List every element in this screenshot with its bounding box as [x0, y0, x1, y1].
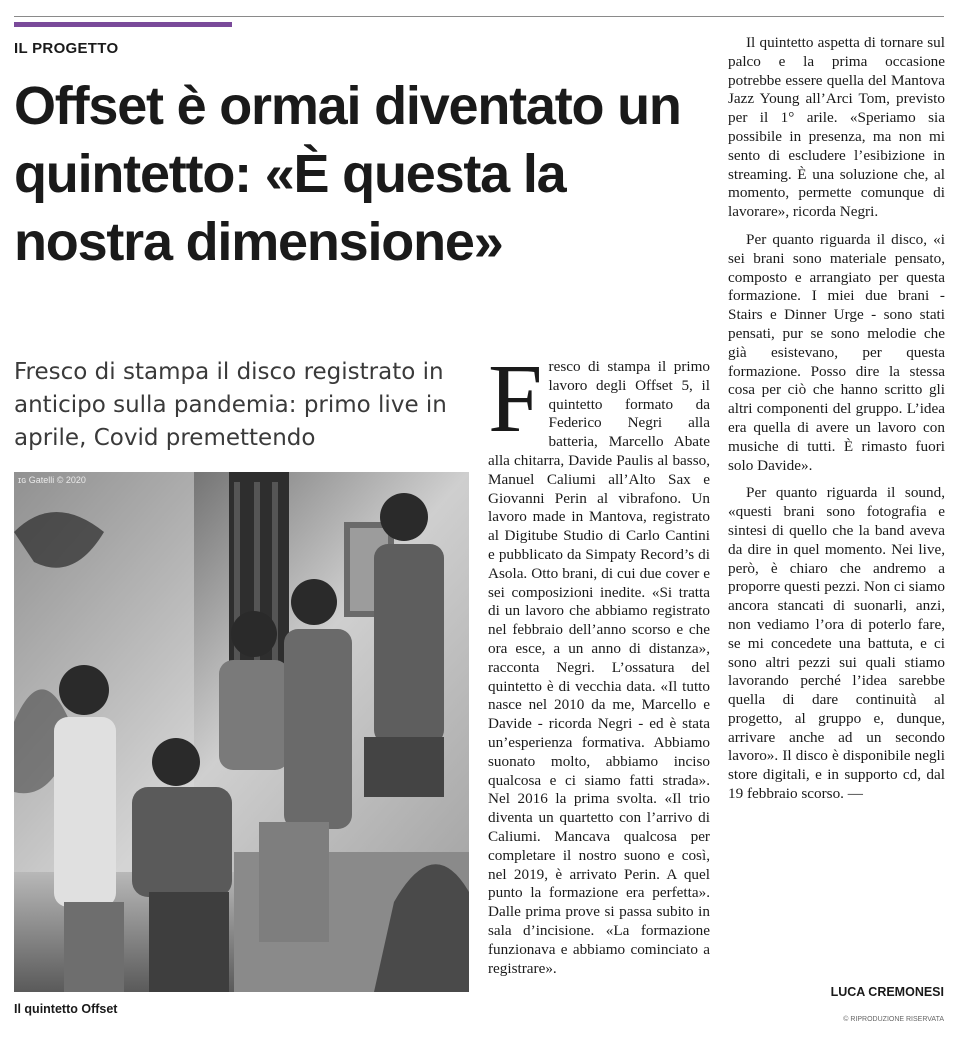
top-rule	[14, 16, 944, 17]
photo-caption: Il quintetto Offset	[14, 1002, 118, 1016]
section-label: IL PROGETTO	[14, 40, 119, 57]
article-column-1	[488, 345, 710, 987]
article-paragraph-3: Per quanto riguarda il disco, «i sei brani sono materiale pensato, composto e arrangiato per questa formazione. I miei due brani - Stairs e Dinner Urge - sono stati pensati, pur se sono melodie che già esistevano, per questa formazione. Posso dire la stessa cosa per ciò che hanno scritto gli altri componenti del gruppo. L’idea era quella di avere un lavoro con musiche di tutti. È rimasto fuori solo Davide».	[728, 230, 945, 474]
copyright-notice: © RIPRODUZIONE RISERVATA	[843, 1016, 944, 1023]
article-paragraph-1-text: resco di stampa il primo lavoro degli Offset 5, il quintetto formato da Federico Negri alla batteria, Marcello Abate alla chitarra, Davide Paulis al basso, Manuel Caliumi all’Alto Sax e Giovanni Perin al vibrafono. Un lavoro made in Mantova, registrato al Digitube Studio di Carlo Cantini e pubblicato da Simpaty Record’s di Asola. Otto brani, di cui due cover e sei composizioni inedite. «Si tratta di un lavoro che abbiamo registrato nel febbraio dell’anno scorso e che ora esce, a un anno di distanza», racconta Negri. L’ossatura del quintetto è di vecchia data. «Il tutto nasce nel 2010 da me, Marcello e Davide - ricorda Negri - ed è stata un’esperienza formativa. Abbiamo suonato molto, abbiamo inciso qualcosa e ci siamo fatti strada». Nel 2016 la prima svolta. «Il trio diventa un quartetto con l’arrivo di Caliumi. Mancava qualcosa per completare il nostro suono e così, nel 2019, è arrivato Perin. A quel punto la formazione era perfetta». Dalle prima prove si passa subito in sala d’incisione. «La formazione funzionava e abbiamo cominciato a registrare».	[488, 358, 710, 977]
band-photo-illustration	[14, 472, 469, 992]
section-accent-bar	[14, 22, 232, 27]
photo-credit: ɪɢ Gatelli © 2020	[18, 475, 86, 485]
article-paragraph-1	[488, 345, 710, 978]
article-paragraph-2: Il quintetto aspetta di tornare sul palco e la prima occasione potrebbe essere quella del Mantova Jazz Young all’Arci Tom, previsto per il 1° arile. «Speriamo sia possibile in presenza, ma non mi sento di escludere l’esibizione in streaming. È una soluzione che, al momento, permette comunque di lavorare», ricorda Negri.	[728, 34, 945, 221]
subtitle: Fresco di stampa il disco registrato in anticipo sulla pandemia: primo live in aprile, Covid premettendo	[14, 359, 447, 451]
article-column-2	[728, 34, 945, 813]
headline: Offset è ormai diventato un quintetto: «È questa la nostra dimensione»	[14, 76, 681, 272]
article-paragraph-4: Per quanto riguarda il sound, «questi brani sono fotografia e sintesi di quello che la band aveva da dire in quel momento. Nei live, però, è chiaro che andremo a proporre questi pezzi. Non ci siamo ancora stancati di suonarli, anzi, non vediamo l’ora di poterlo fare, se mi concedete una battuta, e ci sono altri pezzi sui quali stiamo lavorando perché l’idea sarebbe quella di dare continuità al progetto, al gruppo e, dunque, arrivare anche ad un secondo lavoro». Il disco è disponibile negli store digitali, e in supporto cd, dal 19 febbraio scorso. —	[728, 484, 945, 803]
author-byline: LUCA CREMONESI	[830, 985, 944, 999]
drop-cap: F	[488, 345, 543, 453]
band-photo	[14, 472, 469, 992]
